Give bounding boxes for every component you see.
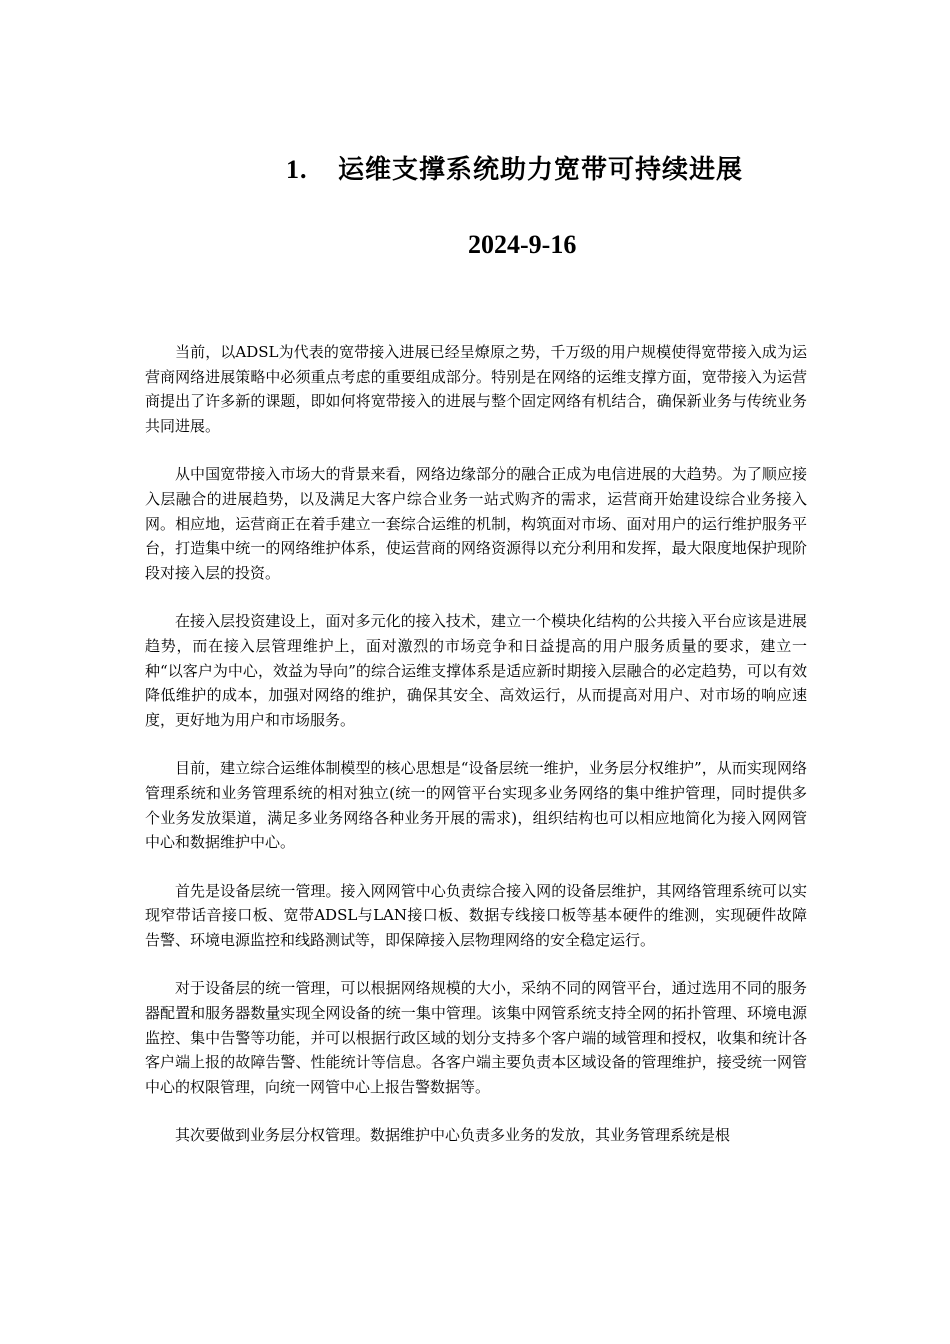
document-date: 2024-9-16 xyxy=(468,230,577,259)
document-title xyxy=(286,150,743,190)
paragraph: 其次要做到业务层分权管理。数据维护中心负责多业务的发放，其业务管理系统是根 xyxy=(175,1126,731,1145)
paragraph: 从中国宽带接入市场大的背景来看，网络边缘部分的融合正成为电信进展的大趋势。为了顺应接入层融合的进展趋势，以及满足大客户综合业务一站式购齐的需求，运营商开始建设综合业务接入网。相应地，运营商正在着手建立一套综合运维的机制，构筑面对市场、面对用户的运行维护服务平台，打造集中统一的网络维护体系，使运营商的网络资源得以充分利用和发挥，最大限度地保护现阶段对接入层的投资。 xyxy=(145,465,807,582)
paragraph: 首先是设备层统一管理。接入网网管中心负责综合接入网的设备层维护，其网络管理系统可以实现窄带话音接口板、宽带ADSL与LAN接口板、数据专线接口板等基本硬件的维测，实现硬件故障告警、环境电源监控和线路测试等，即保障接入层物理网络的安全稳定运行。 xyxy=(145,881,807,949)
paragraph: 目前，建立综合运维体制模型的核心思想是“设备层统一维护，业务层分权维护”，从而实现网络管理系统和业务管理系统的相对独立(统一的网管平台实现多业务网络的集中维护管理，同时提供多个业务发放渠道，满足多业务网络各种业务开展的需求)，组织结构也可以相应地简化为接入网网管中心和数据维护中心。 xyxy=(145,759,807,852)
body-text xyxy=(145,340,807,1172)
title-number: 1. xyxy=(286,155,308,184)
title-text: 运维支撑系统助力宽带可持续进展 xyxy=(338,155,744,185)
paragraph: 当前，以ADSL为代表的宽带接入进展已经呈燎原之势，千万级的用户规模使得宽带接入成为运营商网络进展策略中必须重点考虑的重要组成部分。特别是在网络的运维支撑方面，宽带接入为运营商提出了许多新的课题，即如何将宽带接入的进展与整个固定网络有机结合，确保新业务与传统业务共同进展。 xyxy=(145,343,807,435)
paragraph: 在接入层投资建设上，面对多元化的接入技术，建立一个模块化结构的公共接入平台应该是进展趋势，而在接入层管理维护上，面对激烈的市场竞争和日益提高的用户服务质量的要求，建立一种“以客户为中心，效益为导向”的综合运维支撑体系是适应新时期接入层融合的必定趋势，可以有效降低维护的成本，加强对网络的维护，确保其安全、高效运行，从而提高对用户、对市场的响应速度，更好地为用户和市场服务。 xyxy=(145,612,807,729)
paragraph: 对于设备层的统一管理，可以根据网络规模的大小，采纳不同的网管平台，通过选用不同的服务器配置和服务器数量实现全网设备的统一集中管理。该集中网管系统支持全网的拓扑管理、环境电源监控、集中告警等功能，并可以根据行政区域的划分支持多个客户端的域管理和授权，收集和统计各客户端上报的故障告警、性能统计等信息。各客户端主要负责本区域设备的管理维护，接受统一网管中心的权限管理，向统一网管中心上报告警数据等。 xyxy=(145,979,807,1096)
